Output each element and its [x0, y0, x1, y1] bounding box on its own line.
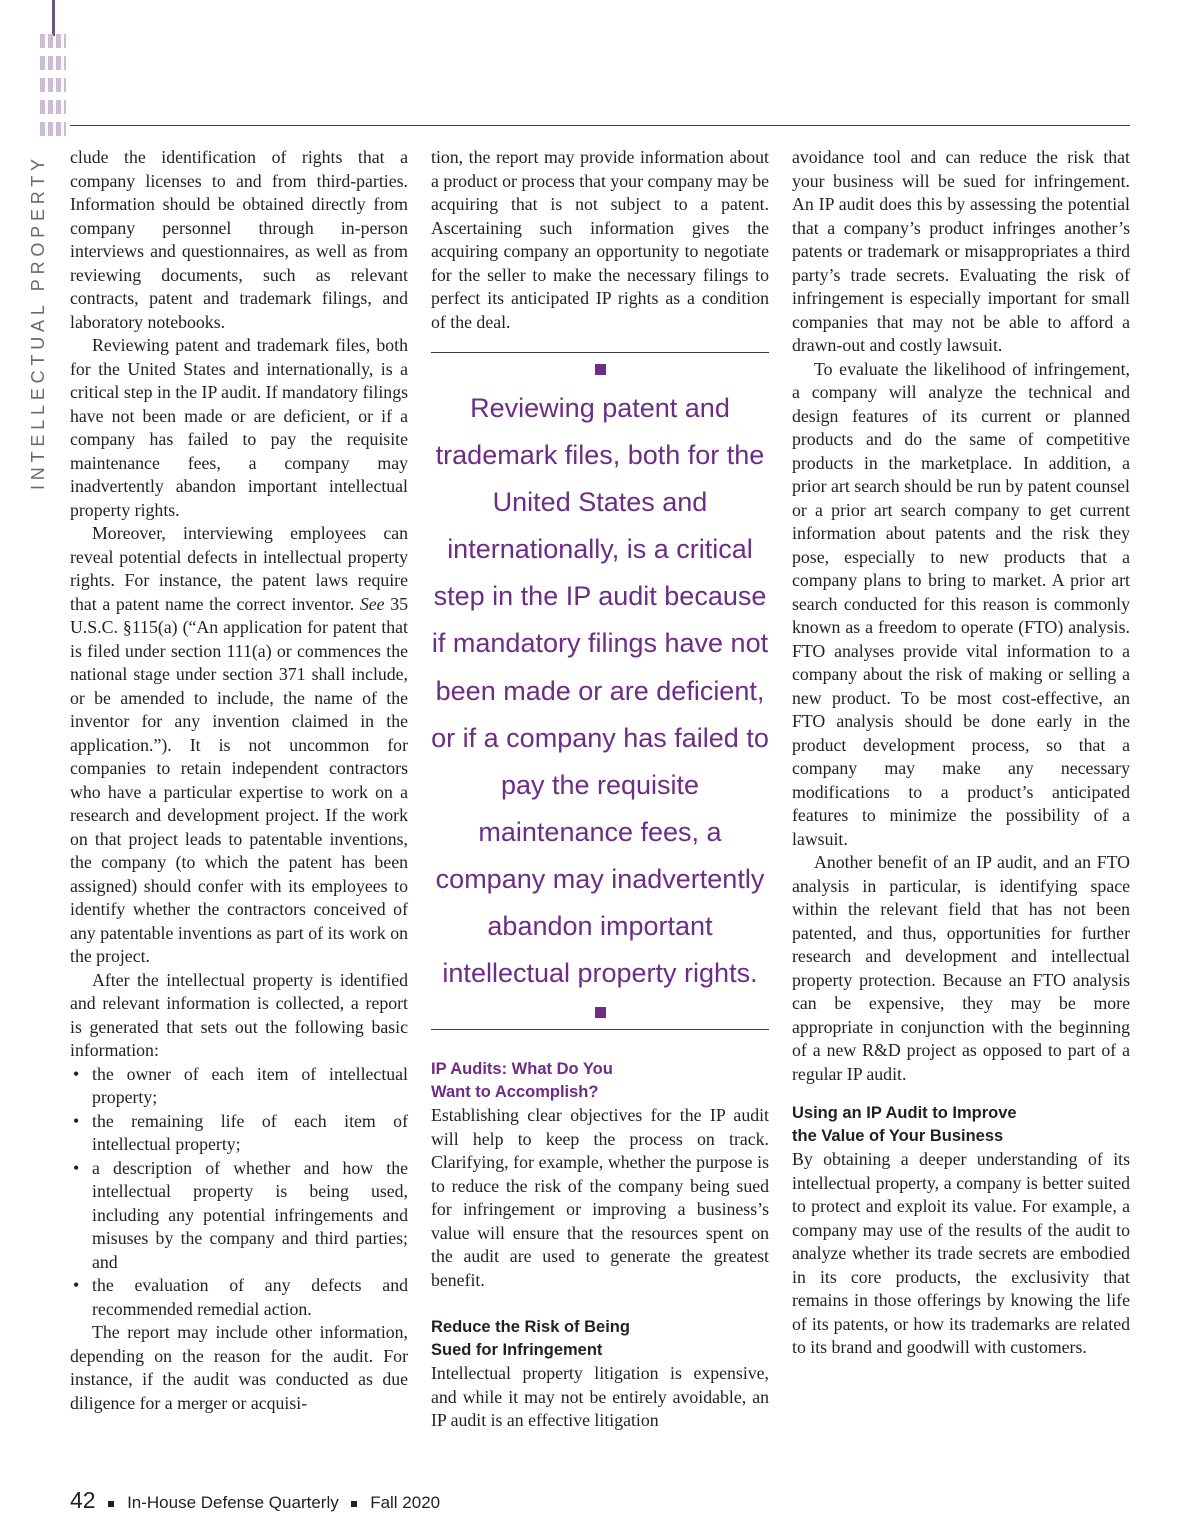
subsection-heading	[431, 1316, 769, 1362]
heading-line: Want to Accomplish?	[431, 1083, 599, 1102]
square-ornament-icon	[595, 1007, 606, 1018]
column-3	[792, 146, 1130, 1360]
text-run: Moreover, interviewing employees can reveal potential defects in intellectual property rights. For instance, the patent laws require that a patent name the correct inventor.	[70, 523, 408, 614]
margin-accent-line	[52, 0, 55, 36]
paragraph: By obtaining a deeper understanding of its intellectual property, a company is better suited to protect and exploit its value. For example, a company may use of the results of the audit to analyze whether its trade secrets are embodied in its core products, the exclusivity that remains in those offerings by knowing the life of its patents, or how its trademarks are related to its brand and goodwill with customers.	[792, 1149, 1130, 1357]
paragraph	[70, 522, 408, 969]
list-item: • a description of whether and how the intellectual property is being used, including any potential infringements and misuses by the company and third parties; and	[70, 1157, 408, 1275]
heading-line: Sued for Infringement	[431, 1341, 603, 1360]
section-label: INTELLECTUAL PROPERTY	[28, 154, 48, 490]
pull-quote-box	[431, 352, 769, 1030]
info-list	[70, 1063, 408, 1322]
page-footer	[70, 1485, 440, 1515]
column-2	[431, 146, 769, 1433]
paragraph: The report may include other information, depending on the reason for the audit. For instance, if the audit was conducted as due diligence for a merger or acquisi-	[70, 1322, 408, 1413]
square-separator-icon	[108, 1501, 114, 1507]
paragraph: Establishing clear objectives for the IP audit will help to keep the process on track. Clarifying, for example, whether the purpose is to reduce the risk of the company being sued for infringement or improving a business’s value will ensure that the resources spent on the audit are used to generate the greatest benefit.	[431, 1105, 769, 1290]
heading-line: the Value of Your Business	[792, 1127, 1004, 1145]
citation-signal: See	[359, 593, 385, 614]
top-rule	[70, 125, 1130, 126]
paragraph: tion, the report may provide information about a product or process that your company may be acquiring that is not subject to a patent. Ascertaining such information gives the acquiring company an opportunity to negotiate for the seller to make the necessary filings to perfect its anticipated IP rights as a condition of the deal.	[431, 147, 769, 332]
page-number: 42	[70, 1487, 96, 1513]
column-1	[70, 146, 408, 1415]
list-item: • the remaining life of each item of intellectual property;	[70, 1110, 408, 1157]
list-item: • the evaluation of any defects and recommended remedial action.	[70, 1274, 408, 1321]
square-ornament-icon	[595, 364, 606, 375]
paragraph: Intellectual property litigation is expensive, and while it may not be entirely avoidable, an IP audit is an effective litigation	[431, 1363, 769, 1431]
text-run: 35 U.S.C. §115(a) (“An application for patent that is filed under section 111(a) or commences the national stage under section 371 shall include, or be amended to include, the name of the inventor for any invention claimed in the application.”). It is not uncommon for companies to retain independent contractors who have a particular expertise to work on a research and development project. If the work on that project leads to patentable inventions, the company (to which the patent has been assigned) should confer with its employees to identify whether the contractors conceived of any patentable inventions as part of its work on the project.	[70, 593, 408, 966]
list-item: • the owner of each item of intellectual property;	[70, 1063, 408, 1110]
issue-date: Fall 2020	[370, 1493, 441, 1512]
paragraph: Another benefit of an IP audit, and an FTO analysis in particular, is identifying space within the relevant field that has not been patented, and thus, opportunities for further research and development and intellectual property protection. Because an FTO analysis can be expensive, they may be more appropriate in conjunction with the beginning of a new R&D project as opposed to part of a regular IP audit.	[792, 852, 1130, 1084]
paragraph: After the intellectual property is identified and relevant information is collected, a report is generated that sets out the following basic information:	[70, 969, 408, 1060]
paragraph: Reviewing patent and trademark files, both for the United States and internationally, is a critical step in the IP audit. If mandatory filings have not been made or are deficient, or if a company has failed to pay the requisite maintenance fees, a company may inadvertently abandon important intellectual property rights.	[70, 335, 408, 520]
heading-line: IP Audits: What Do You	[431, 1060, 613, 1079]
section-heading	[431, 1058, 769, 1104]
subsection-heading	[792, 1102, 1130, 1148]
square-separator-icon	[351, 1501, 357, 1507]
paragraph: To evaluate the likelihood of infringement, a company will analyze the technical and design features of its current or planned products and do the same of competitive products in the marketplace. In addition, a prior art search should be run by patent counsel or a prior art search company to get current information about patents and the risk they pose, especially to new products that a company plans to bring to market. A prior art search conducted for this reason is commonly known as a freedom to operate (FTO) analysis. FTO analyses provide vital information to a company about the risk of making or selling a new product. To be most cost-effective, an FTO analysis should be done early in the product development process, so that a company may make any necessary modifications to a product’s anticipated features to minimize the possibility of a lawsuit.	[792, 358, 1130, 849]
publication-name: In-House Defense Quarterly	[127, 1493, 339, 1512]
pull-quote: Reviewing patent and trademark files, both for the United States and internationally, is a critical step in the IP audit because if mandatory filings have not been made or are deficient, or if a company has failed to pay the requisite maintenance fees, a company may inadvertently abandon important intellectual property rights.	[431, 393, 769, 989]
paragraph: clude the identification of rights that a company licenses to and from third-parties. Information should be obtained directly from company personnel through in-person interviews and questionnaires, as well as from reviewing documents, such as relevant contracts, patent and trademark filings, and laboratory notebooks.	[70, 147, 408, 332]
paragraph: avoidance tool and can reduce the risk that your business will be sued for infringement. An IP audit does this by assessing the potential that a company’s product infringes another’s patents or trademark or misappropriates a third party’s trade secrets. Evaluating the risk of infringement is especially important for small companies that may not be able to afford a drawn-out and costly lawsuit.	[792, 147, 1130, 355]
heading-line: Reduce the Risk of Being	[431, 1318, 630, 1337]
heading-line: Using an IP Audit to Improve	[792, 1104, 1017, 1122]
